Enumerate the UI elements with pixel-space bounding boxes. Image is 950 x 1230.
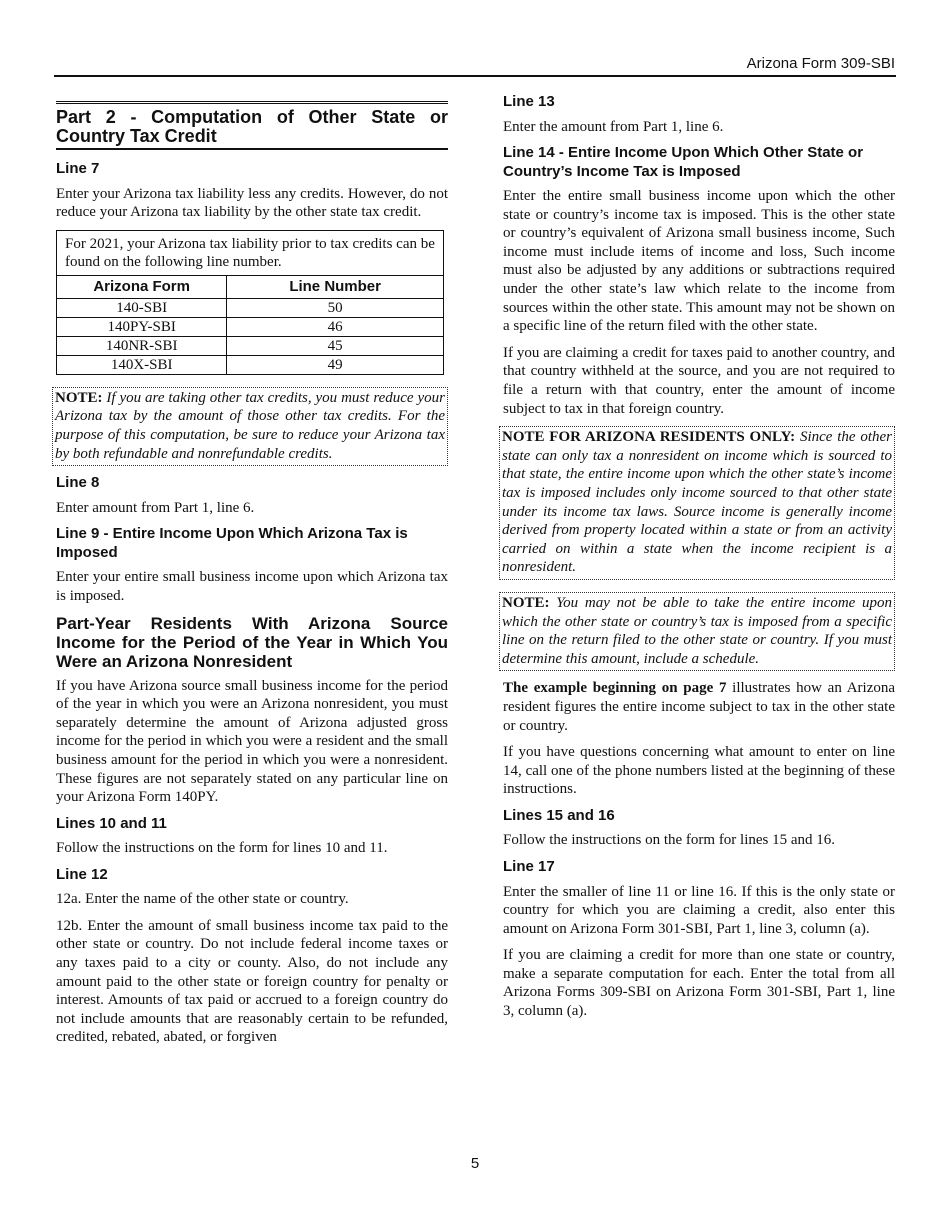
line-7-note [52,387,448,466]
header-divider [54,75,896,77]
form-cell: 140-SBI [57,298,227,317]
lines-15-16-heading: Lines 15 and 16 [503,806,615,824]
note-text: Since the other state can only tax a nonresident on income which is sourced to that state, the entire income upon which the other state’s income tax is imposed includes only income sourced to that other state under its income tax laws. Source income is generally income derived from property located within a state or from an activity carried on within a state when the income recipient is a nonresident. [502,429,892,576]
residents-note [499,426,895,580]
part-year-heading: Part-Year Residents With Arizona Source Income for the Period of the Year in Which You Were an Arizona Nonresident [56,613,448,671]
example-paragraph [503,679,895,735]
line-14-foreign-text: If you are claiming a credit for taxes paid to another country, and that country withheld at the source, and you are not required to file a return with that country, enter the amount of income subject to tax in that foreign country. [503,344,895,417]
line-7-text: Enter your Arizona tax liability less any credits. However, do not reduce your Arizona tax liability by the other state tax credit. [56,185,448,221]
column-header-form: Arizona Form [57,276,227,299]
form-title: Arizona Form 309-SBI [746,55,895,72]
note-paragraph [502,428,892,577]
line-number-cell: 45 [227,336,443,355]
table-row [57,355,443,374]
part-year-text: If you have Arizona source small business income for the period of the year in which you were an Arizona nonresident, you must separately determine the amount of Arizona adjusted gross income for the period in which you were a resident and the small business amount for the period in which you were a nonresident. These figures are not separately stated on any particular line on your Arizona Form 140PY. [56,677,448,806]
line-13-text: Enter the amount from Part 1, line 6. [503,118,724,135]
note-paragraph [502,594,892,668]
line-17-heading: Line 17 [503,858,555,875]
column-header-line: Line Number [227,276,443,299]
line-8-heading: Line 8 [56,474,100,492]
line-7-heading: Line 7 [56,160,100,177]
note-text: You may not be able to take the entire income upon which the other state or country’s tax is imposed from a specific line on the return filed to the other state or country. If you must determine this amount, include a schedule. [502,594,893,667]
lines-10-11-text: Follow the instructions on the form for lines 10 and 11. [56,840,388,857]
note-text: If you are taking other tax credits, you must reduce your Arizona tax by the amount of those other tax credits. For the purpose of this computation, be sure to reduce your Arizona tax by both refundable and nonrefundable credits. [55,389,445,462]
table-row [57,298,443,317]
tax-liability-intro: For 2021, your Arizona tax liability prior to tax credits can be found on the following line number. [57,231,443,276]
part-2-title: Part 2 - Computation of Other State or Country Tax Credit [56,101,448,150]
line-12b-text: 12b. Enter the amount of small business income tax paid to the other state or country. Do not include federal income taxes or any taxes paid to a city or county. Also, do not include any amount paid to the other state or foreign country for penalty or interest. Amounts of tax paid or accrued to a foreign country do not include amounts that are reasonably certain to be refunded, credited, rebated, abated, or forgiven [56,917,448,1046]
line-14-text: Enter the entire small business income upon which the other state or country’s income tax is imposed. This is the other state or country’s equivalent of Arizona small business income, Such income must include items of income and loss, Such income must also be adjusted by any additions or subtractions required under the other state’s law which relate to the income from sources within the other state. This amount may not be shown on a specific line of the return filed with the other state. [503,188,895,335]
table-row [57,317,443,336]
note-label: NOTE FOR ARIZONA RESIDENTS ONLY: [502,429,796,446]
page-number: 5 [470,1155,480,1172]
line-14-heading: Line 14 - Entire Income Upon Which Other State or Country’s Income Tax is Imposed [503,144,864,180]
table-row [57,336,443,355]
note-label: NOTE: [55,389,103,406]
line-number-cell: 50 [327,299,343,316]
left-column [56,93,448,1055]
tax-liability-box [56,230,444,375]
line-13-heading: Line 13 [503,93,555,110]
example-reference: The example beginning on page 7 [503,680,727,697]
line-12-heading: Line 12 [56,865,108,883]
note-paragraph [55,389,445,463]
lines-10-11-heading: Lines 10 and 11 [56,814,167,832]
form-cell: 140PY-SBI [57,317,227,336]
table-header-row [57,276,443,299]
line-9-heading: Line 9 - Entire Income Upon Which Arizona Tax is Imposed [56,525,408,561]
line-number-cell: 49 [227,355,443,374]
line-12a-text: 12a. Enter the name of the other state or country. [56,891,349,908]
tax-liability-table [57,276,443,374]
form-cell: 140NR-SBI [57,336,227,355]
right-column [503,93,895,1029]
questions-text: If you have questions concerning what amount to enter on line 14, call one of the phone numbers listed at the beginning of these instructions. [503,744,895,798]
example-text: illustrates how an Arizona resident figures the entire income subject to tax in the other state or country. [503,680,896,734]
note-label: NOTE: [502,594,550,611]
line-17-multiple-text: If you are claiming a credit for more than one state or country, make a separate computation for each. Enter the total from all Arizona Forms 309-SBI on Arizona Form 301-SBI, Part 1, line 3, column (a). [503,947,895,1020]
line-9-text: Enter your entire small business income upon which Arizona tax is imposed. [56,569,448,604]
form-cell: 140X-SBI [57,355,227,374]
line-17-text: Enter the smaller of line 11 or line 16. If this is the only state or country for which you are claiming a credit, also enter this amount on Arizona Form 301-SBI, Part 1, line 3, column (a). [503,883,895,937]
line-8-text: Enter amount from Part 1, line 6. [56,499,255,516]
schedule-note [499,592,895,671]
line-number-cell: 46 [227,317,443,336]
lines-15-16-text: Follow the instructions on the form for lines 15 and 16. [503,832,836,849]
